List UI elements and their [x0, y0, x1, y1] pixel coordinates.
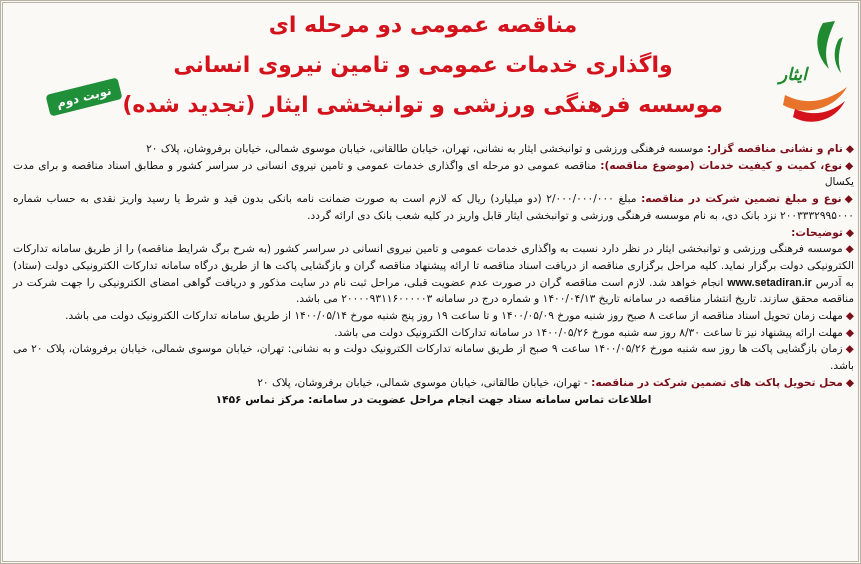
notes-heading: ◆توضیحات: — [791, 226, 854, 239]
round-badge: نوبت دوم — [45, 77, 122, 116]
subject-value: مناقصه عمومی دو مرحله ای واگذاری خدمات عمومی و تامین نیروی انسانی در سراسر کشور و مطابق اسناد مناقصه و برای مدت یکسال — [13, 159, 854, 189]
guarantee-paragraph: ◆نوع و مبلغ تضمین شرکت در مناقصه: مبلغ ۲/۰۰۰/۰۰۰/۰۰۰ (دو میلیارد) ریال که لازم است به صورت ضمانت نامه بانکی بدون قید و شرط یا رسید واریز نقدی به حساب شماره ۲۰۰۳۳۳۲۹۹۵۰۰۰ نزد بانک دی، به نام موسسه فرهنگی ورزشی و توانبخشی ایثار قابل واریز در کلیه شعب بانک دی ارائه گردد. — [13, 193, 854, 222]
logo-text: ایثار — [779, 65, 807, 85]
title-line-3: موسسه فرهنگی ورزشی و توانبخشی ایثار (تجدید شده) — [122, 93, 723, 118]
subject-label: نوع، کمیت و کیفیت خدمات (موضوع مناقصه): — [600, 159, 843, 172]
notes-paragraph-1: ◆موسسه فرهنگی ورزشی و توانبخشی ایثار در نظر دارد نسبت به واگذاری خدمات عمومی و تامین نیروی انسانی در سراسر کشور (به شرح برگ شرایط مناقصه) را از طریق سامانه تدارکات الکترونیکی دولت برگزار نماید. کلیه مراحل برگزاری مناقصه از دریافت اسناد مناقصه تا ارائه پیشنهاد مناقصه گران و بازگشایی پاکت ها از طریق درگاه سامانه تدارکات الکترونیکی دولت (ستاد) به آدرس www.setadiran.ir انجام خواهد شد. لازم است مناقصه گران در صورت عدم عضویت قبلی، مراحل ثبت نام در سایت مذکور و دریافت گواهی امضای الکترونیکی را جهت شرکت در مناقصه محقق سازند. تاریخ انتشار مناقصه در سامانه تاریخ ۱۴۰۰/۰۴/۱۳ و شماره درج در سامانه ۲۰۰۰۰۹۳۱۱۶۰۰۰۰۰۳ می باشد. — [13, 243, 854, 306]
notes-p1-rest: انجام خواهد شد. لازم است مناقصه گران در صورت عدم عضویت قبلی، مراحل ثبت نام در سایت مذکور و دریافت گواهی امضای الکترونیکی را جهت شرکت در مناقصه محقق سازند. تاریخ انتشار مناقصه در سامانه تاریخ ۱۴۰۰/۰۴/۱۳ و شماره درج در سامانه ۲۰۰۰۰۹۳۱۱۶۰۰۰۰۰۳ می باشد. — [13, 276, 854, 306]
subject-paragraph: ◆نوع، کمیت و کیفیت خدمات (موضوع مناقصه): مناقصه عمومی دو مرحله ای واگذاری خدمات عمومی و تامین نیروی انسانی در سراسر کشور و مطابق اسناد مناقصه و برای مدت یکسال — [13, 159, 854, 189]
title-line-1: مناقصه عمومی دو مرحله ای — [268, 13, 578, 38]
notice-header — [3, 3, 861, 139]
notes-paragraph-4: ◆زمان بازگشایی پاکت ها روز سه شنبه مورخ ۱۴۰۰/۰۵/۲۶ ساعت ۹ صبح از طریق سامانه تدارکات الکترونیک دولت و به نشانی: تهران، خیابان موسوی شمالی، خیابان برفروشان، پلاک ۲۰ می باشد. — [13, 343, 855, 373]
guarantee-value: مبلغ ۲/۰۰۰/۰۰۰/۰۰۰ (دو میلیارد) ریال که لازم است به صورت ضمانت نامه بانکی بدون قید و شرط یا رسید واریز نقدی به حساب شماره ۲۰۰۳۳۳۲۹۹۵۰۰۰ نزد بانک دی، به نام موسسه فرهنگی ورزشی و توانبخشی ایثار قابل واریز در کلیه شعب بانک دی ارائه گردد. — [13, 193, 854, 222]
organizer-label: نام و نشانی مناقصه گزار: — [706, 143, 843, 155]
notice-body — [13, 141, 854, 408]
organizer-value: موسسه فرهنگی ورزشی و توانبخشی ایثار به نشانی، تهران، خیابان طالقانی، خیابان موسوی شمالی، خیابان برفروشان، پلاک ۲۰ — [146, 143, 704, 155]
setadiran-link[interactable]: www.setadiran.ir — [727, 276, 812, 289]
contact-line: اطلاعات تماس سامانه ستاد جهت انجام مراحل عضویت در سامانه: مرکز تماس ۱۴۵۶ — [215, 393, 652, 406]
organizer-paragraph: ◆نام و نشانی مناقصه گزار: موسسه فرهنگی ورزشی و توانبخشی ایثار به نشانی، تهران، خیابان طالقانی، خیابان موسوی شمالی، خیابان برفروشان، پلاک ۲۰ — [146, 143, 854, 155]
notes-paragraph-2: ◆مهلت زمان تحویل اسناد مناقصه از ساعت ۸ صبح روز شنبه مورخ ۱۴۰۰/۰۵/۰۹ و تا ساعت ۱۹ روز پنج شنبه مورخ ۱۴۰۰/۰۵/۱۴ از طریق سامانه تدارکات الکترونیک دولت می باشد. — [65, 310, 854, 323]
title-line-2: واگذاری خدمات عمومی و تامین نیروی انسانی — [173, 53, 673, 78]
notes-paragraph-3: ◆مهلت ارائه پیشنهاد نیز تا ساعت ۸/۳۰ روز سه شنبه مورخ ۱۴۰۰/۰۵/۲۶ در سامانه تدارکات الکترونیک دولت می باشد. — [334, 326, 854, 339]
delivery-label: محل تحویل پاکت های تضمین شرکت در مناقصه: — [591, 376, 843, 389]
delivery-value: - تهران، خیابان طالقانی، خیابان موسوی شمالی، خیابان برفروشان، پلاک ۲۰ — [257, 376, 588, 389]
isar-logo — [765, 9, 857, 133]
delivery-paragraph: ◆محل تحویل پاکت های تضمین شرکت در مناقصه: - تهران، خیابان طالقانی، خیابان موسوی شمالی، خیابان برفروشان، پلاک ۲۰ — [257, 376, 854, 389]
guarantee-label: نوع و مبلغ تضمین شرکت در مناقصه: — [641, 193, 842, 206]
notes-p1-text: موسسه فرهنگی ورزشی و توانبخشی ایثار در نظر دارد نسبت به واگذاری خدمات عمومی و تامین نیروی انسانی در سراسر کشور (به شرح برگ شرایط مناقصه) را از طریق سامانه تدارکات الکترونیکی دولت برگزار نماید. کلیه مراحل برگزاری مناقصه از دریافت اسناد مناقصه تا ارائه پیشنهاد مناقصه گران و بازگشایی پاکت ها از طریق درگاه سامانه تدارکات الکترونیکی دولت (ستاد) به آدرس — [13, 243, 854, 289]
